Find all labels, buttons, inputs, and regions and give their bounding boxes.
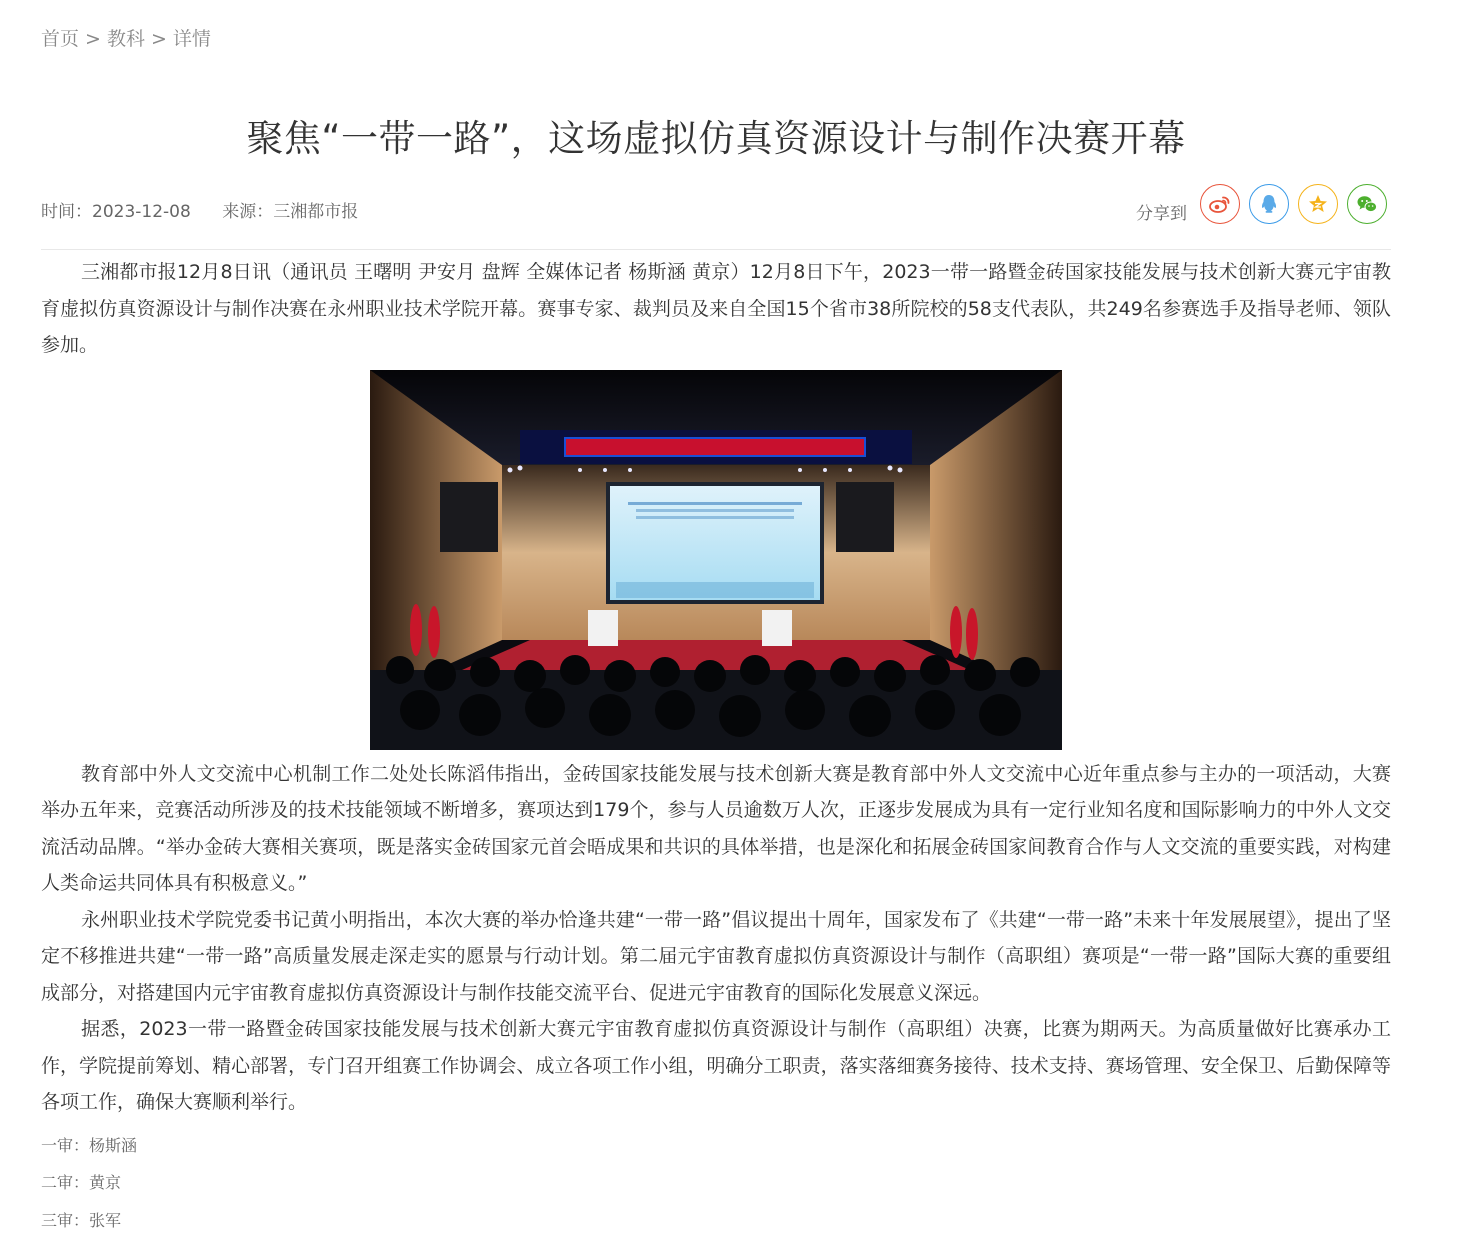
breadcrumb-separator: >: [85, 28, 101, 50]
publish-time: 时间：2023-12-08: [41, 202, 191, 222]
ceremony-photo-illustration: [370, 370, 1062, 750]
third-review-editor: 三审：张军: [41, 1210, 122, 1230]
article-paragraph: 三湘都市报12月8日讯（通讯员 王曙明 尹安月 盘辉 全媒体记者 杨斯涵 黄京）12月8日下午，2023一带一路暨金砖国家技能发展与技术创新大赛元宇宙教育虚拟仿真资源设计与制作决赛在永州职业技术学院开幕。赛事专家、裁判员及来自全国15个省市38所院校的58支代表队，共249名参赛选手及指导老师、领队参加。: [41, 261, 1391, 356]
meta-divider: [41, 249, 1391, 250]
article-title: 聚焦“一带一路”，这场虚拟仿真资源设计与制作决赛开幕: [246, 117, 1186, 160]
share-weibo-button[interactable]: [1200, 184, 1240, 224]
share-label: 分享到: [1136, 203, 1187, 224]
wechat-icon: [1355, 192, 1379, 216]
article-paragraph: 教育部中外人文交流中心机制工作二处处长陈滔伟指出，金砖国家技能发展与技术创新大赛是教育部中外人文交流中心近年重点参与主办的一项活动，大赛举办五年来，竞赛活动所涉及的技术技能领域不断增多，赛项达到179个，参与人员逾数万人次，正逐步发展成为具有一定行业知名度和国际影响力的中外人文交流活动品牌。“举办金砖大赛相关赛项，既是落实金砖国家元首会晤成果和共识的具体举措，也是深化和拓展金砖国家间教育合作与人文交流的重要实践，对构建人类命运共同体具有积极意义。”: [41, 762, 1391, 894]
share-qzone-button[interactable]: [1298, 184, 1338, 224]
breadcrumb-current: 详情: [172, 28, 211, 50]
breadcrumb-home-link[interactable]: 首页: [41, 28, 80, 50]
qzone-star-icon: [1306, 192, 1330, 216]
article-source: 来源：三湘都市报: [222, 202, 359, 222]
qq-icon: [1257, 192, 1281, 216]
article-meta: [41, 197, 358, 222]
breadcrumb-category-link[interactable]: 教科: [106, 28, 145, 50]
breadcrumb-separator: >: [150, 28, 167, 50]
weibo-icon: [1208, 192, 1232, 216]
breadcrumb: [41, 24, 211, 51]
article-body: [41, 254, 1391, 1239]
share-wechat-button[interactable]: [1347, 184, 1387, 224]
article-paragraph: 据悉，2023一带一路暨金砖国家技能发展与技术创新大赛元宇宙教育虚拟仿真资源设计与制作（高职组）决赛，比赛为期两天。为高质量做好比赛承办工作，学院提前筹划、精心部署，专门召开组赛工作协调会、成立各项工作小组，明确分工职责，落实落细赛务接待、技术支持、赛场管理、安全保卫、后勤保障等各项工作，确保大赛顺利举行。: [41, 1018, 1391, 1113]
share-qq-button[interactable]: [1249, 184, 1289, 224]
share-bar: [1136, 184, 1387, 224]
first-review-editor: 一审：杨斯涵: [41, 1135, 138, 1155]
second-review-editor: 二审：黄京: [41, 1173, 122, 1192]
article-photo: [370, 370, 1062, 750]
editor-credits: [41, 1127, 1391, 1240]
article-paragraph: 永州职业技术学院党委书记黄小明指出，本次大赛的举办恰逢共建“一带一路”倡议提出十周年，国家发布了《共建“一带一路”未来十年发展展望》，提出了坚定不移推进共建“一带一路”高质量发展走深走实的愿景与行动计划。第二届元宇宙教育虚拟仿真资源设计与制作（高职组）赛项是“一带一路”国际大赛的重要组成部分，对搭建国内元宇宙教育虚拟仿真资源设计与制作技能交流平台、促进元宇宙教育的国际化发展意义深远。: [41, 908, 1391, 1004]
